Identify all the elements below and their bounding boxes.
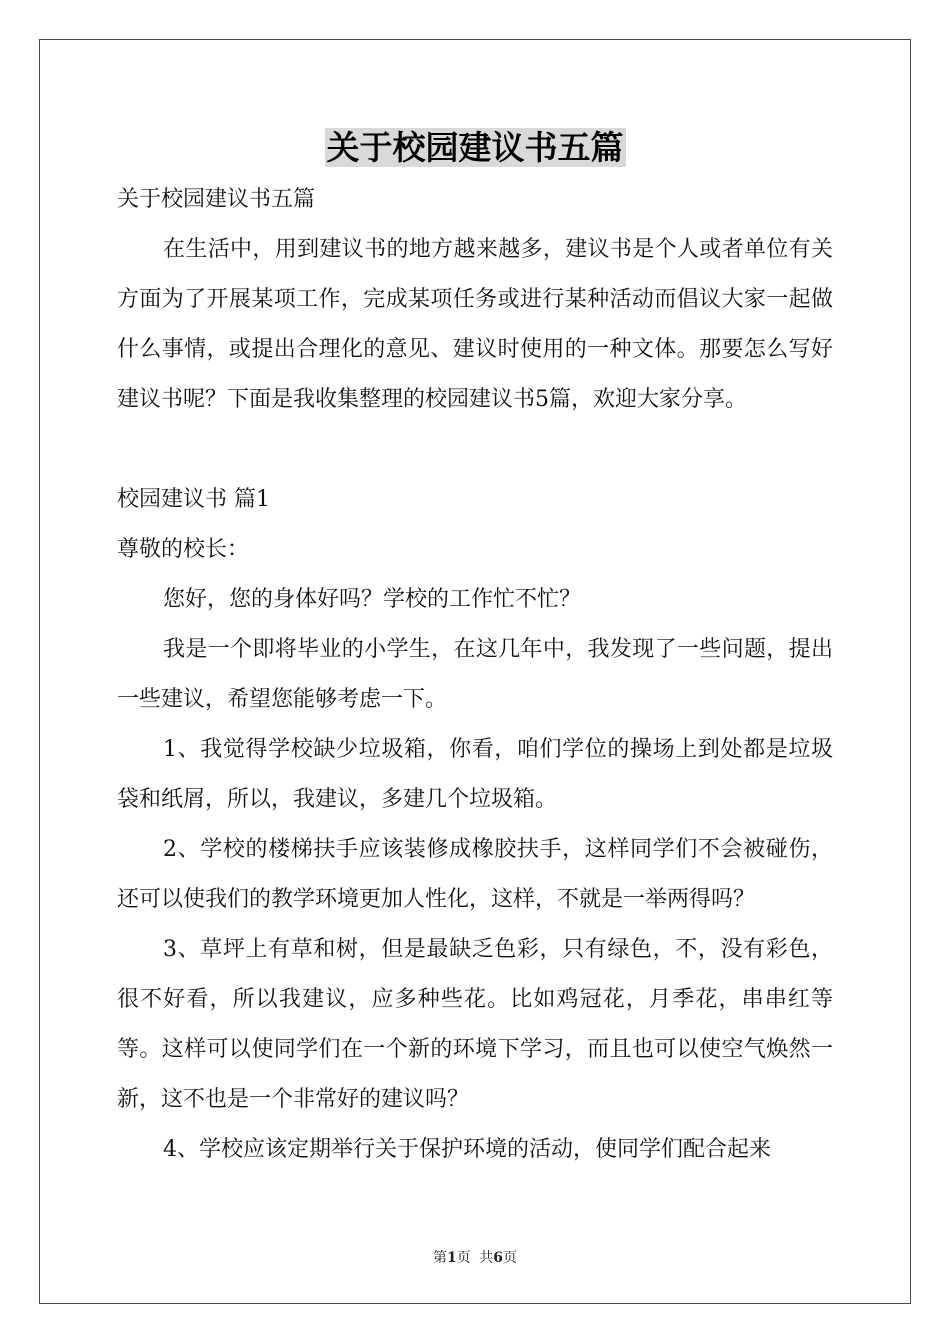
page-footer [0,1247,950,1267]
body-paragraph: 我是一个即将毕业的小学生，在这几年中，我发现了一些问题，提出一些建议，希望您能够考虑一下。 [117,637,833,712]
footer-current-page: 1 [447,1250,457,1266]
salutation: 尊敬的校长： [117,537,250,562]
footer-mid: 页 共 [456,1250,494,1266]
body-paragraph: 您好，您的身体好吗？学校的工作忙不忙？ [163,587,582,612]
document-subtitle: 关于校园建议书五篇 [117,187,316,212]
body-paragraph: 4、学校应该定期举行关于保护环境的活动，使同学们配合起来 [163,1137,771,1162]
section-heading: 校园建议书 篇1 [117,487,270,512]
body-paragraph: 3、草坪上有草和树，但是最缺乏色彩，只有绿色，不，没有彩色，很不好看，所以我建议，应多种些花。比如鸡冠花，月季花，串串红等等。这样可以使同学们在一个新的环境下学习，而且也可以使空气焕然一新，这不也是一个非常好的建议吗？ [117,937,833,1112]
document-title [0,125,950,171]
body-paragraph: 1、我觉得学校缺少垃圾箱，你看，咱们学位的操场上到处都是垃圾袋和纸屑，所以，我建议，多建几个垃圾箱。 [117,737,833,812]
footer-total-pages: 6 [493,1250,503,1266]
document-title-text: 关于校园建议书五篇 [326,128,624,167]
body-paragraph: 2、学校的楼梯扶手应该装修成橡胶扶手，这样同学们不会被碰伤，还可以使我们的教学环境更加人性化，这样，不就是一举两得吗？ [117,837,833,912]
intro-paragraph: 在生活中，用到建议书的地方越来越多，建议书是个人或者单位有关方面为了开展某项工作，完成某项任务或进行某种活动而倡议大家一起做什么事情，或提出合理化的意见、建议时使用的一种文体。那要怎么写好建议书呢？下面是我收集整理的校园建议书5篇，欢迎大家分享。 [117,237,833,412]
footer-suffix: 页 [502,1250,517,1266]
footer-prefix: 第 [433,1250,448,1266]
